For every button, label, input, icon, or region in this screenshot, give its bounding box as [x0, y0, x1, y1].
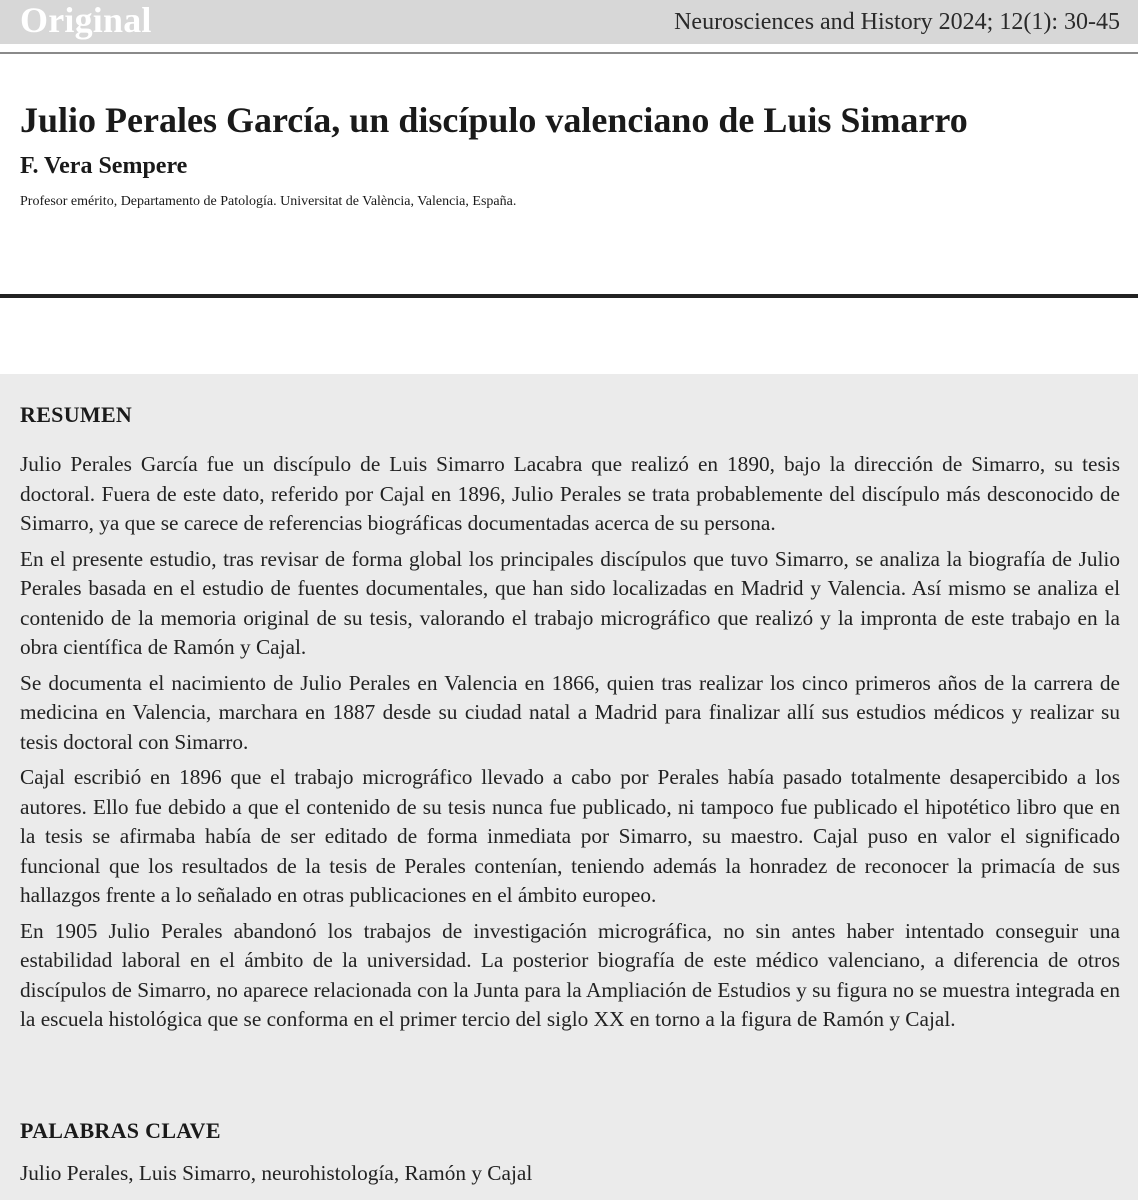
abstract-paragraph: Se documenta el nacimiento de Julio Perales en Valencia en 1866, quien tras realizar los cinco primeros años de la carrera de medicina en Valencia, marchara en 1887 desde su ciudad natal a Madrid para finalizar allí sus estudios médicos y realizar su tesis doctoral con Simarro.: [20, 670, 1120, 754]
keywords-list: Julio Perales, Luis Simarro, neurohistología, Ramón y Cajal: [20, 1161, 533, 1185]
journal-citation: Neurosciences and History 2024; 12(1): 30-45: [674, 9, 1120, 35]
abstract-paragraph: Cajal escribió en 1896 que el trabajo micrográfico llevado a cabo por Perales había pasado totalmente desapercibido a los autores. Ello fue debido a que el contenido de su tesis nunca fue publicado, ni tampoco fue publicado el hipotético libro que en la tesis se afirmaba había de ser editado de forma inmediata por Simarro, su maestro. Cajal puso en valor el significado funcional que los resultados de la tesis de Perales contenían, teniendo además la honradez de reconocer la primacía de sus hallazgos frente a lo señalado en otras publicaciones en el ámbito europeo.: [20, 765, 1120, 907]
section-label: Original: [20, 0, 152, 40]
header-divider: [0, 52, 1138, 54]
author-affiliation: Profesor emérito, Departamento de Patología. Universitat de València, Valencia, España.: [20, 194, 517, 209]
title-block-divider: [0, 294, 1138, 298]
abstract-body: [20, 450, 1120, 1041]
article-author: F. Vera Sempere: [20, 153, 188, 179]
journal-header-bar: [0, 0, 1138, 44]
abstract-paragraph: En el presente estudio, tras revisar de forma global los principales discípulos que tuvo Simarro, se analiza la biografía de Julio Perales basada en el estudio de fuentes documentales, que han sido localizadas en Madrid y Valencia. Así mismo se analiza el contenido de la memoria original de su tesis, valorando el trabajo micrográfico que realizó y la impronta de este trabajo en la obra científica de Ramón y Cajal.: [20, 546, 1120, 659]
abstract-paragraph: En 1905 Julio Perales abandonó los trabajos de investigación micrográfica, no sin antes haber intentado conseguir una estabilidad laboral en el ámbito de la universidad. La posterior biografía de este médico valenciano, a diferencia de otros discípulos de Simarro, no aparece relacionada con la Junta para la Ampliación de Estudios y su figura no se muestra integrada en la escuela histológica que se conforma en el primer tercio del siglo XX en torno a la figura de Ramón y Cajal.: [20, 918, 1120, 1031]
abstract-heading: RESUMEN: [20, 402, 133, 427]
article-title: Julio Perales García, un discípulo valenciano de Luis Simarro: [20, 100, 968, 140]
abstract-paragraph: Julio Perales García fue un discípulo de Luis Simarro Lacabra que realizó en 1890, bajo la dirección de Simarro, su tesis doctoral. Fuera de este dato, referido por Cajal en 1896, Julio Perales se trata probablemente del discípulo más desconocido de Simarro, ya que se carece de referencias biográficas documentadas acerca de su persona.: [20, 452, 1120, 535]
keywords-heading: PALABRAS CLAVE: [20, 1118, 221, 1143]
